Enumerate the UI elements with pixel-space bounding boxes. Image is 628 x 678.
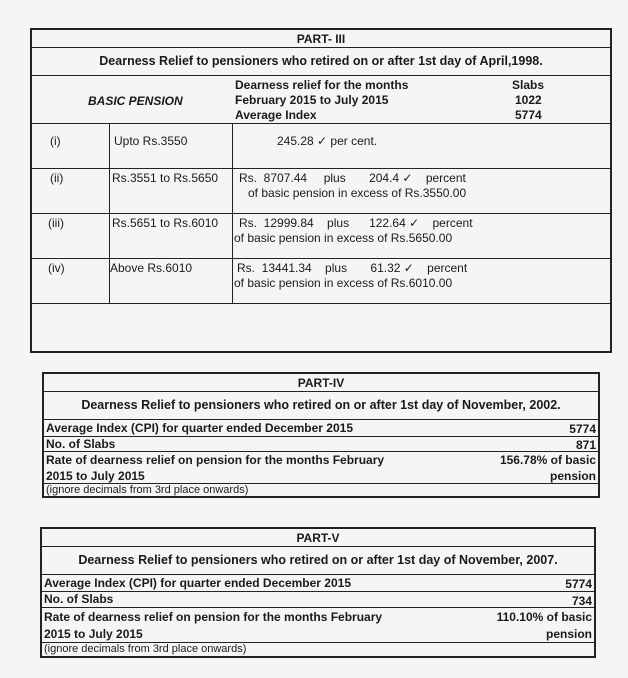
cpi-value: 5774 (569, 422, 596, 436)
row-num: (iv) (48, 261, 65, 275)
rate-label: Rate of dearness relief on pension for the months February (44, 610, 383, 624)
table-row (32, 259, 610, 304)
part3-table (30, 28, 612, 353)
rate-label: Rate of dearness relief on pension for the months February (46, 453, 385, 467)
cpi-label: Average Index (CPI) for quarter ended December 2015 (46, 421, 353, 435)
slabs-label: No. of Slabs (46, 437, 116, 451)
dr-months-label: Dearness relief for the months (235, 78, 409, 92)
slabs-row (42, 592, 594, 608)
table-row (32, 214, 610, 259)
decimal-note: (ignore decimals from 3rd place onwards) (44, 643, 247, 655)
slabs-row (44, 437, 598, 452)
row-rate-note: of basic pension in excess of Rs.5650.00 (234, 231, 453, 245)
part3-header-row (32, 76, 610, 124)
part4-title: PART-IV (297, 376, 345, 390)
row-rate: Rs. 8707.44 plus 204.4 ✓ percent (239, 171, 466, 185)
rate-period: 2015 to July 2015 (46, 469, 145, 483)
cpi-value: 5774 (565, 577, 592, 591)
row-rate: 245.28 ✓ per cent. (277, 134, 378, 148)
part3-subtitle: Dearness Relief to pensioners who retired on or after 1st day of April,1998. (99, 54, 543, 68)
cpi-row (44, 420, 598, 437)
row-rate: Rs. 13441.34 plus 61.32 ✓ percent (237, 261, 468, 275)
part5-title: PART-V (296, 531, 340, 545)
part3-title: PART- III (296, 32, 346, 46)
part4-subtitle: Dearness Relief to pensioners who retired on or after 1st day of November, 2002. (81, 398, 561, 412)
row-rate: Rs. 12999.84 plus 122.64 ✓ percent (239, 216, 473, 230)
row-range: Rs.3551 to Rs.5650 (112, 171, 219, 185)
table-row (32, 124, 610, 169)
rate-row (44, 452, 598, 484)
dr-period: February 2015 to July 2015 (235, 93, 389, 107)
slabs-value: 734 (571, 594, 592, 608)
slabs-value: 1022 (515, 93, 542, 107)
row-range: Upto Rs.3550 (114, 134, 188, 148)
average-index-label: Average Index (235, 108, 317, 122)
rate-row (42, 608, 594, 643)
cpi-row (42, 575, 594, 592)
part4-table (42, 372, 600, 498)
row-rate-note: of basic pension in excess of Rs.6010.00 (234, 276, 453, 290)
rate-period: 2015 to July 2015 (44, 627, 143, 641)
cpi-label: Average Index (CPI) for quarter ended December 2015 (44, 576, 351, 590)
decimal-note: (ignore decimals from 3rd place onwards) (46, 484, 249, 496)
part3-title-row (32, 30, 610, 48)
table-row (32, 169, 610, 214)
row-num: (i) (50, 134, 61, 148)
row-range: Above Rs.6010 (110, 261, 193, 275)
row-range: Rs.5651 to Rs.6010 (112, 216, 219, 230)
part5-table (40, 527, 596, 658)
slabs-label: Slabs (512, 78, 545, 92)
rate-value-unit: pension (545, 627, 592, 641)
slabs-label: No. of Slabs (44, 592, 114, 606)
rate-value: 110.10% of basic (496, 610, 592, 624)
row-num: (iii) (48, 216, 64, 230)
rate-value: 156.78% of basic (499, 453, 596, 467)
basic-pension-header: BASIC PENSION (88, 94, 183, 108)
part3-subtitle-row (32, 48, 610, 76)
part5-subtitle: Dearness Relief to pensioners who retired on or after 1st day of November, 2007. (78, 553, 558, 567)
slabs-value: 871 (575, 438, 596, 452)
row-rate-note: of basic pension in excess of Rs.3550.00 (248, 186, 467, 200)
rate-value-unit: pension (549, 469, 596, 483)
index-value: 5774 (515, 108, 542, 122)
row-num: (ii) (50, 171, 64, 185)
